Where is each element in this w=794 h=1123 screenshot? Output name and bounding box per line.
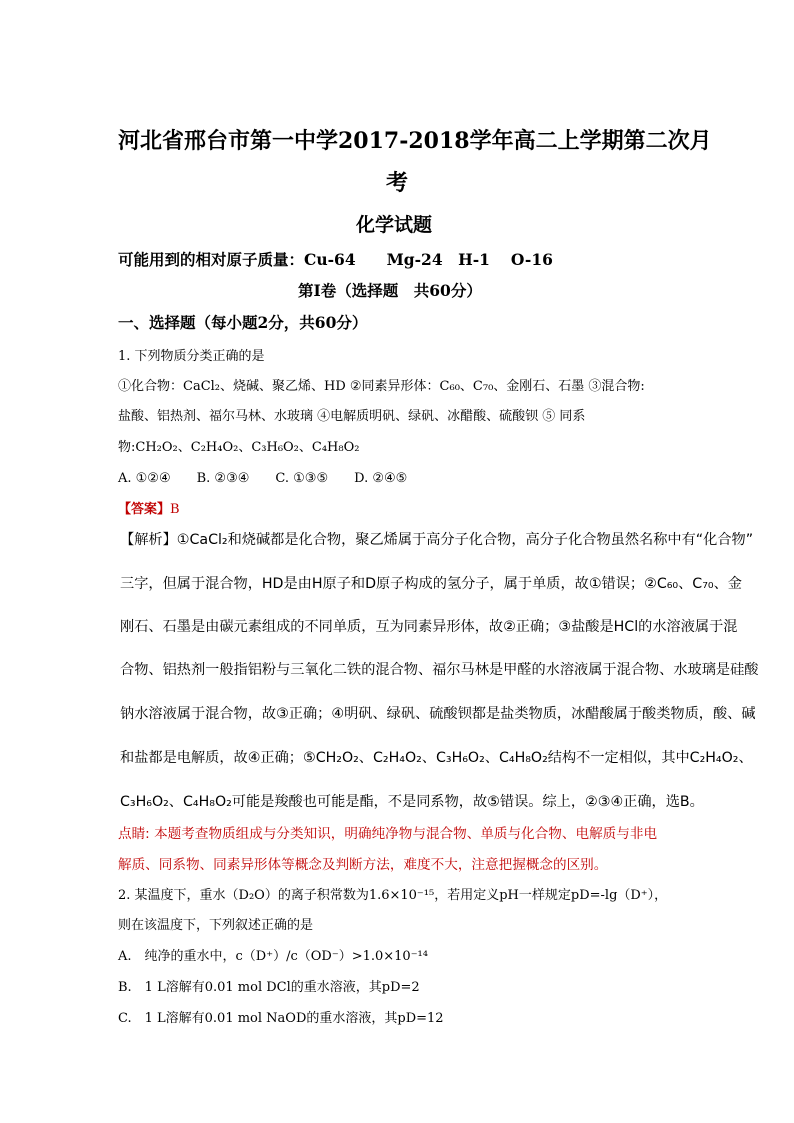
- answer-value: B: [170, 502, 180, 517]
- q1-explanation-line-1: 【解析】①CaCl₂和烧碱都是化合物，聚乙烯属于高分子化合物，高分子化合物虽然名称中有“化合物”: [120, 532, 754, 548]
- q2-option-c: C. 1 L溶解有0.01 mol NaOD的重水溶液，其pD=12: [118, 1011, 444, 1026]
- q1-explanation-line-4: 合物、铝热剂一般指铝粉与三氧化二铁的混合物、福尔马林是甲醛的水溶液属于混合物、水玻璃是硅酸: [120, 662, 759, 678]
- q1-comment-line-2: 解质、同系物、同素异形体等概念及判断方法，难度不大，注意把握概念的区别。: [118, 857, 608, 873]
- q1-line-2: 盐酸、铝热剂、福尔马林、水玻璃 ④电解质明矾、绿矾、冰醋酸、硫酸钡 ⑤ 同系: [118, 409, 586, 424]
- q1-explanation-line-7: C₃H₆O₂、C₄H₈O₂可能是羧酸也可能是酯，不是同系物，故⑤错误。综上，②③④正确，选B。: [120, 794, 704, 810]
- q2-stem-line-1: 2. 某温度下，重水（D₂O）的离子积常数为1.6×10⁻¹⁵，若用定义pH一样规定pD=-lg（D⁺），: [118, 888, 668, 903]
- title-line-2: 考: [386, 170, 409, 196]
- q1-comment-line-1: 点睛: 本题考查物质组成与分类知识，明确纯净物与混合物、单质与化合物、电解质与非电: [118, 826, 658, 842]
- q1-answer: [118, 498, 180, 517]
- q1-line-3: 物:CH₂O₂、C₂H₄O₂、C₃H₆O₂、C₄H₈O₂: [118, 440, 360, 455]
- volume-heading: 第Ⅰ卷（选择题 共60分）: [298, 281, 482, 300]
- subject-title: 化学试题: [356, 214, 433, 236]
- q1-stem: 1. 下列物质分类正确的是: [118, 349, 265, 364]
- answer-label: 【答案】: [118, 502, 171, 517]
- title-line-1: 河北省邢台市第一中学2017-2018学年高二上学期第二次月: [118, 128, 712, 154]
- section-heading: 一、选择题（每小题2分，共60分）: [118, 313, 368, 332]
- q1-line-1: ①化合物：CaCl₂、烧碱、聚乙烯、HD ②同素异形体：C₆₀、C₇₀、金刚石、石墨 ③混合物:: [118, 379, 645, 394]
- q1-explanation-line-5: 钠水溶液属于混合物，故③正确；④明矾、绿矾、硫酸钡都是盐类物质，冰醋酸属于酸类物质，酸、碱: [120, 706, 756, 722]
- q2-option-a: A. 纯净的重水中，c（D⁺）/c（OD⁻）>1.0×10⁻¹⁴: [118, 949, 428, 964]
- q1-explanation-line-3: 刚石、石墨是由碳元素组成的不同单质，互为同素异形体，故②正确；③盐酸是HCl的水溶液属于混: [120, 619, 738, 635]
- q1-options: A. ①②④ B. ②③④ C. ①③⑤ D. ②④⑤: [118, 471, 408, 486]
- q1-explanation-line-2: 三字，但属于混合物，HD是由H原子和D原子构成的氢分子，属于单质，故①错误；②C₆₀、C₇₀、金: [120, 576, 742, 592]
- atomic-masses: 可能用到的相对原子质量：Cu-64 Mg-24 H-1 O-16: [118, 250, 553, 269]
- q1-explanation-line-6: 和盐都是电解质，故④正确；⑤CH₂O₂、C₂H₄O₂、C₃H₆O₂、C₄H₈O₂结构不一定相似，其中C₂H₄O₂、: [120, 750, 753, 766]
- q2-stem-line-2: 则在该温度下，下列叙述正确的是: [118, 918, 314, 933]
- q2-option-b: B. 1 L溶解有0.01 mol DCl的重水溶液，其pD=2: [118, 980, 420, 995]
